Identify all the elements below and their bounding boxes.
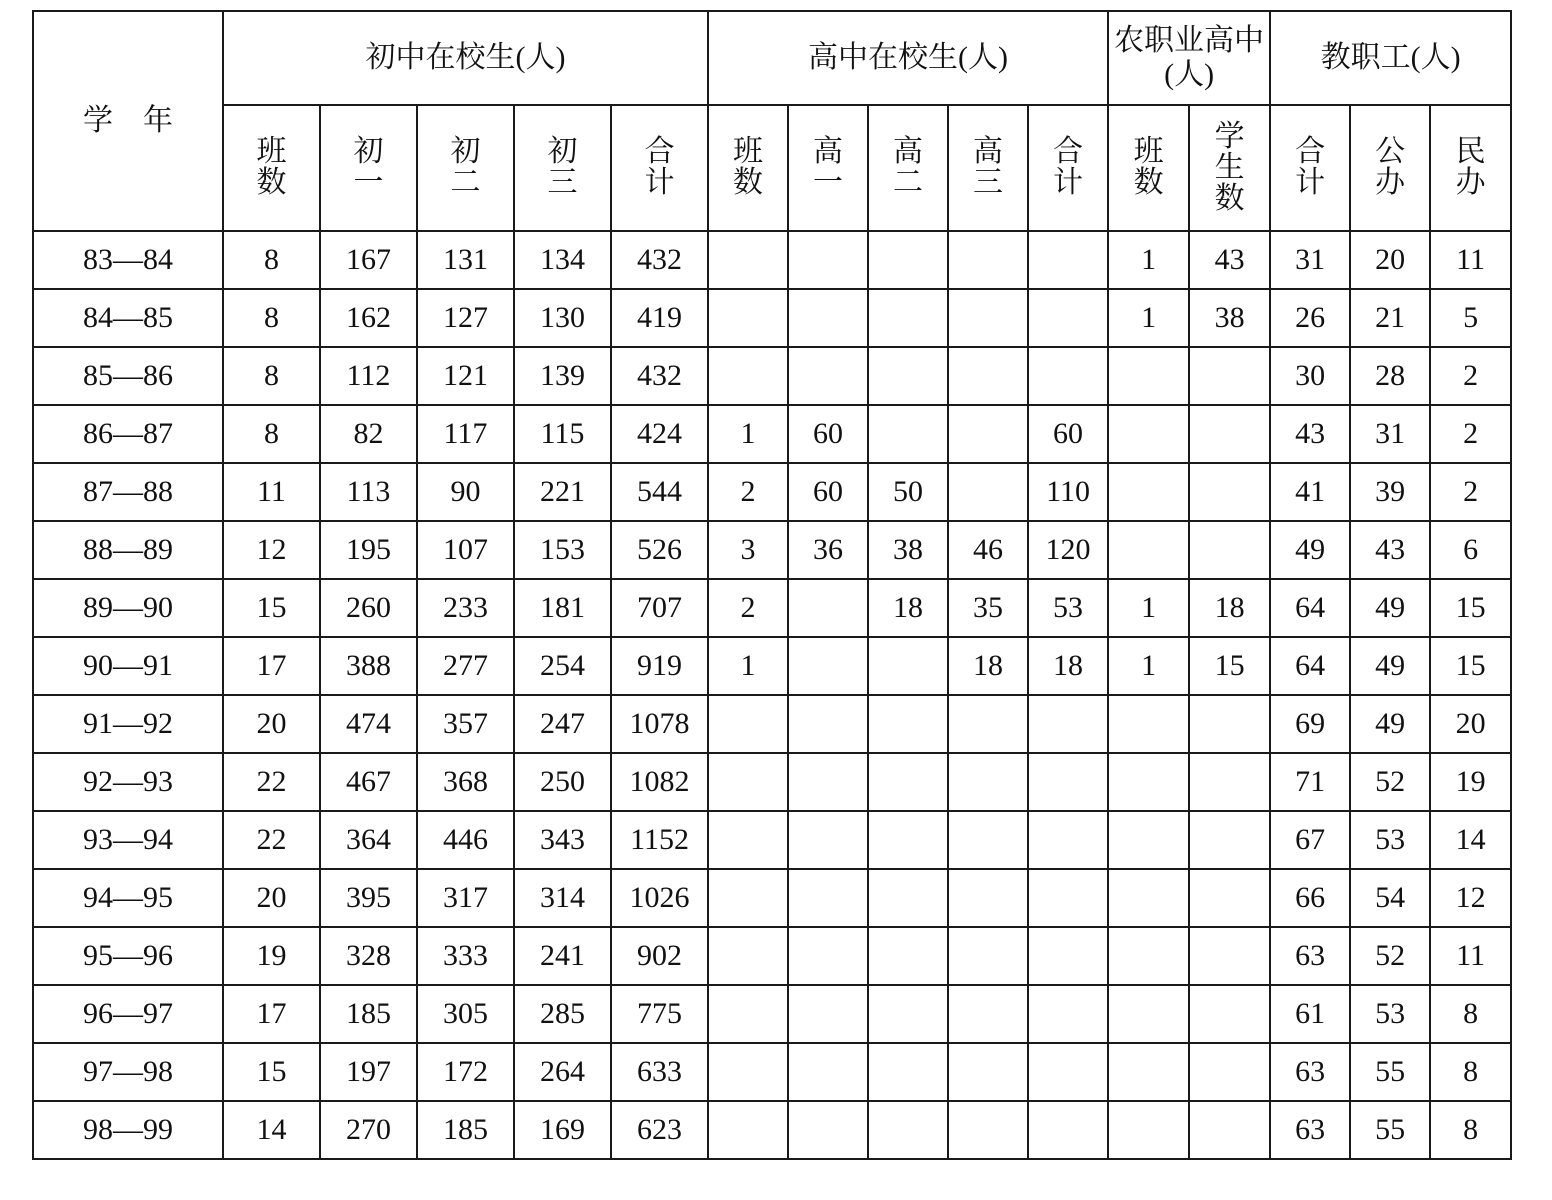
- table-cell: [1108, 347, 1189, 405]
- year-cell: 92—93: [33, 753, 223, 811]
- table-cell: 277: [417, 637, 514, 695]
- table-cell: [1189, 869, 1270, 927]
- table-cell: 113: [320, 463, 417, 521]
- table-cell: [948, 347, 1028, 405]
- subheader-cell: 初三: [514, 105, 611, 231]
- year-cell: 86—87: [33, 405, 223, 463]
- table-cell: 15: [1189, 637, 1270, 695]
- table-cell: [1189, 1043, 1270, 1101]
- table-row: [33, 405, 1511, 463]
- table-row: [33, 463, 1511, 521]
- table-cell: 12: [223, 521, 320, 579]
- table-row: [33, 695, 1511, 753]
- table-cell: 467: [320, 753, 417, 811]
- table-cell: [868, 927, 948, 985]
- year-cell: 95—96: [33, 927, 223, 985]
- table-cell: 317: [417, 869, 514, 927]
- subheader-cell: 班数: [708, 105, 788, 231]
- table-cell: [1189, 347, 1270, 405]
- table-cell: [708, 289, 788, 347]
- table-cell: [948, 811, 1028, 869]
- table-cell: 162: [320, 289, 417, 347]
- table-cell: 112: [320, 347, 417, 405]
- table-row: [33, 347, 1511, 405]
- table-cell: 364: [320, 811, 417, 869]
- table-cell: 1: [1108, 637, 1189, 695]
- table-cell: 314: [514, 869, 611, 927]
- table-cell: 90: [417, 463, 514, 521]
- table-cell: [948, 463, 1028, 521]
- subheader-cell: 初一: [320, 105, 417, 231]
- table-cell: 38: [868, 521, 948, 579]
- table-cell: 395: [320, 869, 417, 927]
- table-cell: [948, 753, 1028, 811]
- table-cell: 254: [514, 637, 611, 695]
- table-cell: [948, 1101, 1028, 1159]
- table-cell: 185: [320, 985, 417, 1043]
- table-cell: [1028, 695, 1108, 753]
- table-cell: 3: [708, 521, 788, 579]
- table-cell: 121: [417, 347, 514, 405]
- table-row: [33, 521, 1511, 579]
- table-cell: 1: [708, 405, 788, 463]
- table-cell: 30: [1270, 347, 1350, 405]
- table-cell: [868, 637, 948, 695]
- year-cell: 85—86: [33, 347, 223, 405]
- table-cell: [948, 985, 1028, 1043]
- subheader-cell: 合计: [1270, 105, 1350, 231]
- table-cell: [708, 1101, 788, 1159]
- year-cell: 84—85: [33, 289, 223, 347]
- table-cell: 19: [1430, 753, 1511, 811]
- table-cell: [868, 695, 948, 753]
- table-cell: [1189, 463, 1270, 521]
- table-cell: [868, 869, 948, 927]
- table-cell: 172: [417, 1043, 514, 1101]
- subheader-cell: 学生数: [1189, 105, 1270, 231]
- subheader-cell: 高三: [948, 105, 1028, 231]
- table-cell: [708, 869, 788, 927]
- table-cell: [1189, 753, 1270, 811]
- table-cell: [868, 753, 948, 811]
- table-cell: [1108, 1101, 1189, 1159]
- table-cell: 52: [1350, 753, 1430, 811]
- table-cell: [1189, 695, 1270, 753]
- table-cell: 305: [417, 985, 514, 1043]
- year-cell: 88—89: [33, 521, 223, 579]
- table-cell: 127: [417, 289, 514, 347]
- table-cell: [1189, 985, 1270, 1043]
- table-cell: [788, 695, 868, 753]
- table-cell: 8: [223, 405, 320, 463]
- staff-header: 教职工(人): [1270, 11, 1511, 105]
- table-cell: 185: [417, 1101, 514, 1159]
- table-cell: 19: [223, 927, 320, 985]
- table-row: [33, 231, 1511, 289]
- table-cell: 2: [708, 579, 788, 637]
- table-cell: 8: [1430, 1101, 1511, 1159]
- year-cell: 89—90: [33, 579, 223, 637]
- table-cell: 43: [1189, 231, 1270, 289]
- table-cell: [1028, 231, 1108, 289]
- table-cell: 2: [1430, 405, 1511, 463]
- table-cell: [1028, 869, 1108, 927]
- table-cell: 8: [223, 347, 320, 405]
- table-cell: [1108, 811, 1189, 869]
- table-cell: 11: [1430, 231, 1511, 289]
- table-row: [33, 927, 1511, 985]
- subheader-cell: 高一: [788, 105, 868, 231]
- table-cell: 8: [223, 231, 320, 289]
- subheader-cell: 高二: [868, 105, 948, 231]
- table-cell: 107: [417, 521, 514, 579]
- table-cell: 333: [417, 927, 514, 985]
- table-row: [33, 289, 1511, 347]
- table-cell: 15: [1430, 579, 1511, 637]
- table-cell: 264: [514, 1043, 611, 1101]
- table-cell: 167: [320, 231, 417, 289]
- table-cell: 43: [1350, 521, 1430, 579]
- table-cell: 902: [611, 927, 708, 985]
- table-cell: 39: [1350, 463, 1430, 521]
- table-cell: 18: [868, 579, 948, 637]
- table-cell: 71: [1270, 753, 1350, 811]
- year-cell: 94—95: [33, 869, 223, 927]
- table-cell: 169: [514, 1101, 611, 1159]
- table-cell: [868, 985, 948, 1043]
- table-cell: 55: [1350, 1101, 1430, 1159]
- table-cell: 15: [223, 579, 320, 637]
- table-cell: [1108, 405, 1189, 463]
- subheader-cell: 合计: [611, 105, 708, 231]
- table-cell: 432: [611, 347, 708, 405]
- table-cell: [788, 231, 868, 289]
- table-cell: 53: [1350, 985, 1430, 1043]
- table-cell: 233: [417, 579, 514, 637]
- table-cell: 18: [1028, 637, 1108, 695]
- table-cell: 1: [708, 637, 788, 695]
- table-cell: 368: [417, 753, 514, 811]
- table-cell: 8: [1430, 985, 1511, 1043]
- table-cell: 20: [223, 695, 320, 753]
- table-row: [33, 753, 1511, 811]
- table-cell: [788, 985, 868, 1043]
- vocational-high-header: 农职业高中(人): [1108, 11, 1270, 105]
- table-wrapper: [32, 10, 1512, 1160]
- table-cell: 221: [514, 463, 611, 521]
- table-cell: 49: [1270, 521, 1350, 579]
- table-cell: 50: [868, 463, 948, 521]
- table-cell: 1: [1108, 231, 1189, 289]
- enrollment-table: [32, 10, 1512, 1160]
- table-cell: 17: [223, 985, 320, 1043]
- table-cell: 60: [1028, 405, 1108, 463]
- table-cell: [948, 695, 1028, 753]
- table-cell: 14: [1430, 811, 1511, 869]
- table-cell: 20: [1350, 231, 1430, 289]
- table-cell: 388: [320, 637, 417, 695]
- table-cell: 633: [611, 1043, 708, 1101]
- table-cell: 2: [1430, 463, 1511, 521]
- table-cell: 357: [417, 695, 514, 753]
- table-cell: 775: [611, 985, 708, 1043]
- table-body: [33, 231, 1511, 1159]
- table-cell: 63: [1270, 1101, 1350, 1159]
- table-cell: [708, 753, 788, 811]
- table-cell: 181: [514, 579, 611, 637]
- table-cell: 197: [320, 1043, 417, 1101]
- table-cell: 22: [223, 753, 320, 811]
- table-cell: [708, 811, 788, 869]
- table-cell: 110: [1028, 463, 1108, 521]
- table-cell: 419: [611, 289, 708, 347]
- table-cell: [1108, 695, 1189, 753]
- year-cell: 87—88: [33, 463, 223, 521]
- table-cell: [868, 1043, 948, 1101]
- table-cell: 64: [1270, 637, 1350, 695]
- table-cell: [1028, 985, 1108, 1043]
- table-cell: [948, 1043, 1028, 1101]
- year-cell: 97—98: [33, 1043, 223, 1101]
- table-cell: [1108, 927, 1189, 985]
- year-cell: 91—92: [33, 695, 223, 753]
- table-row: [33, 637, 1511, 695]
- table-cell: 250: [514, 753, 611, 811]
- table-cell: [1108, 463, 1189, 521]
- subheader-cell: 班数: [1108, 105, 1189, 231]
- table-cell: 15: [1430, 637, 1511, 695]
- table-cell: [948, 289, 1028, 347]
- table-cell: 195: [320, 521, 417, 579]
- table-cell: 21: [1350, 289, 1430, 347]
- table-cell: 17: [223, 637, 320, 695]
- table-cell: 544: [611, 463, 708, 521]
- year-cell: 98—99: [33, 1101, 223, 1159]
- table-cell: 285: [514, 985, 611, 1043]
- table-row: [33, 1043, 1511, 1101]
- subheader-cell: 公办: [1350, 105, 1430, 231]
- table-cell: 424: [611, 405, 708, 463]
- table-cell: 247: [514, 695, 611, 753]
- table-cell: 8: [1430, 1043, 1511, 1101]
- table-cell: 15: [223, 1043, 320, 1101]
- table-cell: 241: [514, 927, 611, 985]
- table-cell: [788, 289, 868, 347]
- table-cell: [708, 1043, 788, 1101]
- table-cell: 60: [788, 405, 868, 463]
- table-cell: 36: [788, 521, 868, 579]
- table-cell: 526: [611, 521, 708, 579]
- table-cell: [1189, 521, 1270, 579]
- table-cell: [948, 405, 1028, 463]
- table-cell: [1189, 927, 1270, 985]
- table-cell: [1028, 811, 1108, 869]
- table-cell: 20: [1430, 695, 1511, 753]
- table-cell: [868, 289, 948, 347]
- table-cell: [1108, 869, 1189, 927]
- table-cell: 131: [417, 231, 514, 289]
- table-cell: 1082: [611, 753, 708, 811]
- table-cell: 623: [611, 1101, 708, 1159]
- table-cell: 53: [1350, 811, 1430, 869]
- table-cell: 67: [1270, 811, 1350, 869]
- table-cell: 446: [417, 811, 514, 869]
- table-cell: 328: [320, 927, 417, 985]
- year-cell: 93—94: [33, 811, 223, 869]
- table-cell: [788, 1101, 868, 1159]
- table-cell: 49: [1350, 695, 1430, 753]
- table-cell: 18: [948, 637, 1028, 695]
- table-row: [33, 1101, 1511, 1159]
- table-cell: 22: [223, 811, 320, 869]
- table-cell: 115: [514, 405, 611, 463]
- subheader-cell: 民办: [1430, 105, 1511, 231]
- table-cell: 35: [948, 579, 1028, 637]
- table-cell: 41: [1270, 463, 1350, 521]
- table-cell: 63: [1270, 927, 1350, 985]
- table-cell: [788, 869, 868, 927]
- header-row-groups: [33, 11, 1511, 105]
- table-cell: [1028, 927, 1108, 985]
- table-cell: 52: [1350, 927, 1430, 985]
- table-cell: [948, 869, 1028, 927]
- table-cell: [788, 579, 868, 637]
- table-cell: [868, 231, 948, 289]
- table-cell: 919: [611, 637, 708, 695]
- table-cell: 60: [788, 463, 868, 521]
- table-cell: 28: [1350, 347, 1430, 405]
- table-cell: [1189, 811, 1270, 869]
- subheader-cell: 合计: [1028, 105, 1108, 231]
- table-cell: [948, 927, 1028, 985]
- table-cell: 2: [708, 463, 788, 521]
- table-cell: [868, 1101, 948, 1159]
- table-cell: [1189, 405, 1270, 463]
- table-cell: 49: [1350, 579, 1430, 637]
- table-cell: 43: [1270, 405, 1350, 463]
- table-cell: [868, 811, 948, 869]
- table-cell: [1028, 753, 1108, 811]
- table-cell: 1078: [611, 695, 708, 753]
- table-cell: [788, 753, 868, 811]
- table-cell: 82: [320, 405, 417, 463]
- table-cell: [788, 927, 868, 985]
- table-cell: 49: [1350, 637, 1430, 695]
- table-cell: 54: [1350, 869, 1430, 927]
- year-cell: 83—84: [33, 231, 223, 289]
- table-cell: 8: [223, 289, 320, 347]
- table-cell: 343: [514, 811, 611, 869]
- table-cell: [868, 405, 948, 463]
- table-row: [33, 869, 1511, 927]
- table-cell: 260: [320, 579, 417, 637]
- subheader-cell: 班数: [223, 105, 320, 231]
- table-cell: [1028, 1043, 1108, 1101]
- year-cell: 90—91: [33, 637, 223, 695]
- table-cell: [1028, 347, 1108, 405]
- table-cell: 31: [1270, 231, 1350, 289]
- table-cell: 11: [1430, 927, 1511, 985]
- table-cell: [788, 1043, 868, 1101]
- table-cell: 20: [223, 869, 320, 927]
- junior-high-header: 初中在校生(人): [223, 11, 708, 105]
- table-cell: 134: [514, 231, 611, 289]
- table-cell: 270: [320, 1101, 417, 1159]
- subheader-cell: 初二: [417, 105, 514, 231]
- table-cell: 31: [1350, 405, 1430, 463]
- table-cell: 130: [514, 289, 611, 347]
- table-cell: [708, 347, 788, 405]
- table-cell: 14: [223, 1101, 320, 1159]
- table-cell: 1: [1108, 289, 1189, 347]
- table-cell: 64: [1270, 579, 1350, 637]
- table-cell: 474: [320, 695, 417, 753]
- table-cell: 61: [1270, 985, 1350, 1043]
- table-cell: [708, 695, 788, 753]
- table-row: [33, 579, 1511, 637]
- table-cell: 69: [1270, 695, 1350, 753]
- table-cell: [788, 347, 868, 405]
- table-cell: [1028, 289, 1108, 347]
- table-cell: [708, 927, 788, 985]
- table-cell: 1152: [611, 811, 708, 869]
- table-cell: [1189, 1101, 1270, 1159]
- table-cell: 1026: [611, 869, 708, 927]
- table-row: [33, 985, 1511, 1043]
- table-cell: 117: [417, 405, 514, 463]
- table-cell: [708, 985, 788, 1043]
- table-cell: [948, 231, 1028, 289]
- table-cell: [1108, 521, 1189, 579]
- table-cell: 432: [611, 231, 708, 289]
- table-cell: 55: [1350, 1043, 1430, 1101]
- table-cell: 120: [1028, 521, 1108, 579]
- table-cell: [788, 637, 868, 695]
- table-cell: 66: [1270, 869, 1350, 927]
- table-row: [33, 811, 1511, 869]
- table-cell: 1: [1108, 579, 1189, 637]
- table-cell: 6: [1430, 521, 1511, 579]
- table-cell: 5: [1430, 289, 1511, 347]
- table-cell: [1108, 1043, 1189, 1101]
- table-cell: 139: [514, 347, 611, 405]
- table-cell: 2: [1430, 347, 1511, 405]
- table-cell: 18: [1189, 579, 1270, 637]
- table-cell: 46: [948, 521, 1028, 579]
- year-cell: 96—97: [33, 985, 223, 1043]
- table-cell: 153: [514, 521, 611, 579]
- table-cell: 12: [1430, 869, 1511, 927]
- table-cell: 38: [1189, 289, 1270, 347]
- header-row-subcolumns: [33, 105, 1511, 231]
- table-cell: 26: [1270, 289, 1350, 347]
- table-cell: [788, 811, 868, 869]
- table-cell: [868, 347, 948, 405]
- table-cell: 11: [223, 463, 320, 521]
- year-header: 学 年: [33, 11, 223, 231]
- table-cell: 707: [611, 579, 708, 637]
- table-cell: [1108, 753, 1189, 811]
- table-cell: 63: [1270, 1043, 1350, 1101]
- table-cell: 53: [1028, 579, 1108, 637]
- table-cell: [1108, 985, 1189, 1043]
- table-cell: [708, 231, 788, 289]
- senior-high-header: 高中在校生(人): [708, 11, 1108, 105]
- table-cell: [1028, 1101, 1108, 1159]
